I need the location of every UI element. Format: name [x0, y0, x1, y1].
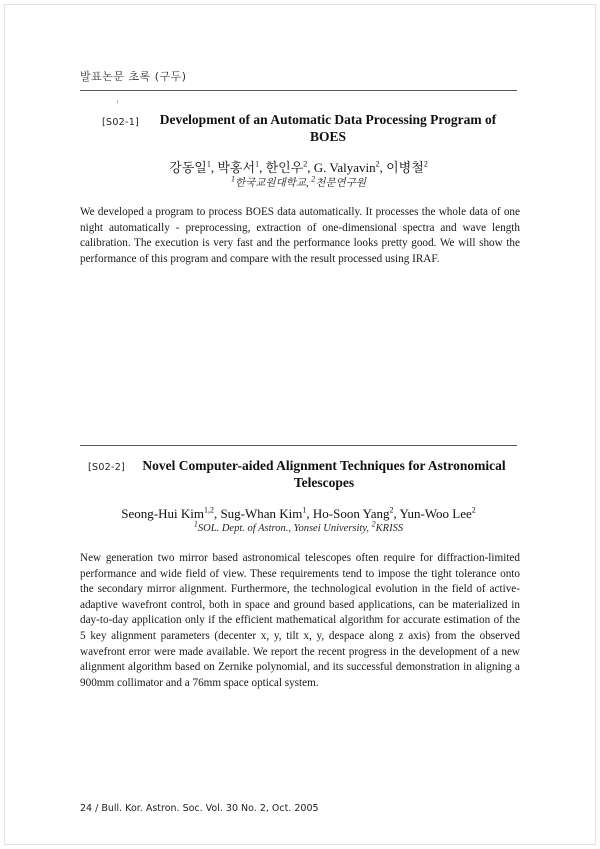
author-name: 박홍서 — [217, 160, 256, 175]
author-name: 강동일 — [169, 160, 207, 175]
page-footer: 24 / Bull. Kor. Astron. Soc. Vol. 30 No. 2, Oct. 2005 — [80, 803, 319, 814]
author-sup: 2 — [423, 159, 428, 169]
paper-title — [128, 457, 520, 491]
author-name: Sug-Whan Kim — [220, 506, 303, 521]
author-name: Seong-Hui Kim — [121, 506, 204, 521]
author-list: Seong-Hui Kim$^{1,2}$, Sug-Whan Kim$^1$, Ho-Soon Yang$^2$, Yun-Woo Lee$^2$ — [121, 505, 476, 521]
author-name: Ho-Soon Yang — [312, 506, 390, 521]
author-sup: 1 — [206, 159, 211, 169]
author-name: 한인우 — [265, 160, 304, 175]
abstract-text: We developed a program to process BOES data automatically. It processes the whole data of one night automatically - preprocessing, extraction of one-dimensional spectra and wave length calibration. The execution is very fast and the performance looks pretty good. We will show the performance of this program and compare with the result processed using IRAF. — [80, 206, 520, 265]
author-sup: 1 — [302, 505, 307, 515]
affiliation-sup: 1 — [231, 174, 235, 184]
affiliation-name: SOL. Dept. of Astron., Yonsei University — [197, 523, 367, 534]
margin-tick — [117, 100, 118, 103]
header-rule — [80, 90, 517, 91]
author-name: 이병철 — [386, 160, 424, 175]
author-name: G. Valyavin — [313, 160, 376, 175]
author-sup: 2 — [375, 159, 380, 169]
paper-title-line: Telescopes — [293, 475, 355, 490]
paper-title-line: Development of an Automatic Data Processing Program of — [159, 112, 497, 127]
author-sup: 1,2 — [203, 505, 214, 515]
affiliation-name: 한국교원대학교 — [235, 178, 307, 189]
paper-title — [142, 111, 514, 145]
paper-code: [S02-1] — [102, 117, 140, 128]
affiliation-sup: 1 — [193, 519, 198, 529]
author-name: Yun-Woo Lee — [399, 506, 472, 521]
author-sup: 2 — [471, 505, 476, 515]
affiliation-sup: 2 — [371, 519, 376, 529]
paper-title-line: BOES — [309, 129, 347, 144]
affiliation-list: $^1$한국교원대학교, $^2$천문연구원 — [231, 174, 366, 189]
affiliation-sup: 2 — [311, 174, 316, 184]
author-sup: 2 — [389, 505, 394, 515]
author-sup: 2 — [303, 159, 308, 169]
author-sup: 1 — [255, 159, 260, 169]
section-header: 발표논문 초록 (구두) — [80, 70, 187, 83]
affiliation-name: KRISS — [375, 523, 404, 534]
abstract-text: New generation two mirror based astronomical telescopes often require for diffraction-limited performance and wide field of view. These requirements tend to impose the tight tolerance onto the secondary mirror alignment. Furthermore, the technological evolution in the field of active-adaptive wavefront control, both in space and ground based applications, can be materialized in day-to-day application only if the efficient mathematical algorithm for accurate estimation of the 5 key alignment parameters (decenter x, y, tilt x, y, despace along z axis) from the observed wavefront error were made available. We report the recent progress in the development of a new alignment algorithm based on Zernike polynomial, and its successful demonstration in aligning a 900mm collimator and a 76mm space optical system. — [80, 552, 520, 689]
section-divider — [80, 445, 517, 446]
author-list: 강동일$^1$, 박홍서$^1$, 한인우$^2$, G. Valyavin$^2$, 이병철$^2$ — [169, 159, 428, 175]
paper-title-line: Novel Computer-aided Alignment Techniques for Astronomical — [142, 458, 506, 473]
paper-code: [S02-2] — [88, 462, 126, 473]
affiliation-list: $^1$SOL. Dept. of Astron., Yonsei University, $^2$KRISS — [193, 519, 404, 534]
affiliation-name: 천문연구원 — [315, 178, 366, 189]
